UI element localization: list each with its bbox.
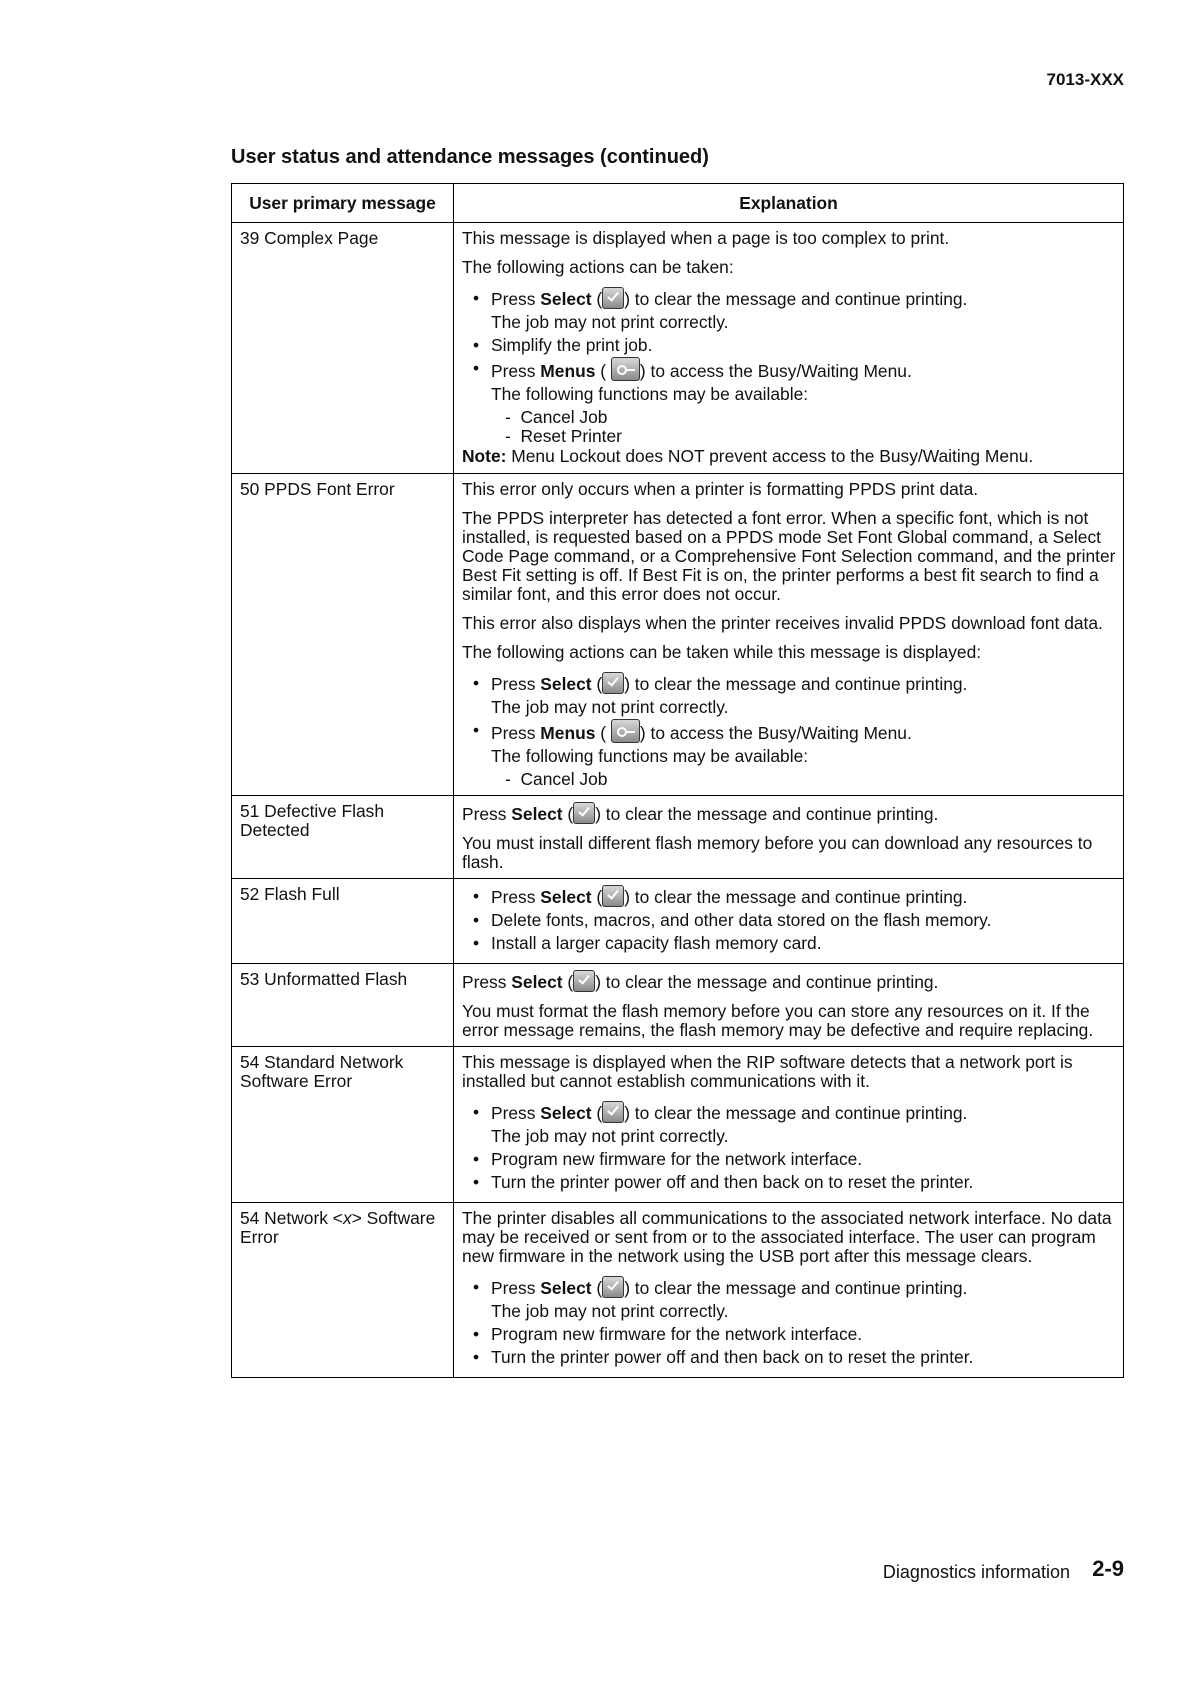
messages-table xyxy=(231,183,1124,1378)
list-item: • Program new firmware for the network interface. xyxy=(473,1148,1117,1171)
list-item: • Press Select ( ) to clear the message and continue printing. The job may not print correctly. xyxy=(473,672,1117,719)
message-cell: 50 PPDS Font Error xyxy=(232,474,454,796)
message-cell: 51 Defective Flash Detected xyxy=(232,796,454,879)
paragraph: The following actions can be taken: xyxy=(462,257,734,277)
action-list xyxy=(462,287,1117,406)
action-list xyxy=(462,885,1117,955)
list-item: • Delete fonts, macros, and other data stored on the flash memory. xyxy=(473,909,1117,932)
column-header-message: User primary message xyxy=(232,184,454,223)
table-row xyxy=(232,474,1124,796)
action-list xyxy=(462,672,1117,768)
list-item: • Turn the printer power off and then back on to reset the printer. xyxy=(473,1346,1117,1369)
explanation-cell xyxy=(454,474,1124,796)
list-item: • Install a larger capacity flash memory card. xyxy=(473,932,1117,955)
select-check-icon xyxy=(602,885,624,907)
function-list xyxy=(462,408,1117,446)
list-item: • Simplify the print job. xyxy=(473,334,1117,357)
list-item: • Press Select ( ) to clear the message and continue printing. xyxy=(473,885,1117,909)
menus-key-icon xyxy=(611,719,640,743)
section-title: User status and attendance messages (continued) xyxy=(231,146,709,168)
select-check-icon xyxy=(573,802,595,824)
page-number: 2-9 xyxy=(1092,1556,1124,1581)
list-item-continuation: The job may not print correctly. xyxy=(491,312,729,332)
table-row xyxy=(232,1203,1124,1378)
column-header-explanation: Explanation xyxy=(454,184,1124,223)
paragraph: You must format the flash memory before you can store any resources on it. If the error message remains, the flash memory may be defective and require replacing. xyxy=(462,1001,1094,1040)
table-row xyxy=(232,796,1124,879)
function-list xyxy=(462,770,1117,789)
list-item: - Cancel Job xyxy=(505,407,608,427)
table-row xyxy=(232,1047,1124,1203)
list-item: • Press Select ( ) to clear the message and continue printing. The job may not print correctly. xyxy=(473,1276,1117,1323)
explanation-cell xyxy=(454,796,1124,879)
list-item: • Program new firmware for the network interface. xyxy=(473,1323,1117,1346)
explanation-cell xyxy=(454,223,1124,474)
message-cell: 54 Network <x> Software Error xyxy=(232,1203,454,1378)
list-item-continuation: The job may not print correctly. xyxy=(491,1301,729,1321)
paragraph: You must install different flash memory before you can download any resources to flash. xyxy=(462,833,1093,872)
paragraph: Press Select ( ) to clear the message and continue printing. xyxy=(462,972,939,992)
paragraph: This error only occurs when a printer is formatting PPDS print data. xyxy=(462,479,979,499)
select-check-icon xyxy=(602,287,624,309)
list-item-continuation: The job may not print correctly. xyxy=(491,1126,729,1146)
list-item-continuation: The following functions may be available: xyxy=(491,384,809,404)
action-list xyxy=(462,1276,1117,1369)
menus-key-icon xyxy=(611,357,640,381)
explanation-cell xyxy=(454,879,1124,964)
select-check-icon xyxy=(573,970,595,992)
paragraph: The PPDS interpreter has detected a font error. When a specific font, which is not installed, is requested based on a PPDS mode Set Font Global command, a Select Code Page command, or a Comprehensive Font Selection command, and the printer Best Fit setting is off. If Best Fit is on, the printer performs a best fit search to find a similar font, and this error does not occur. xyxy=(462,508,1116,604)
select-check-icon xyxy=(602,1276,624,1298)
list-item: • Press Menus ( ) to access the Busy/Waiting Menu. The following functions may be available: xyxy=(473,719,1117,768)
message-cell: 53 Unformatted Flash xyxy=(232,964,454,1047)
select-check-icon xyxy=(602,1101,624,1123)
document-id: 7013-XXX xyxy=(1046,70,1124,89)
list-item: • Press Menus ( ) to access the Busy/Waiting Menu. The following functions may be available: xyxy=(473,357,1117,406)
table-header-row xyxy=(232,184,1124,223)
list-item: - Reset Printer xyxy=(505,426,622,446)
paragraph: This error also displays when the printer receives invalid PPDS download font data. xyxy=(462,613,1103,633)
list-item: • Turn the printer power off and then back on to reset the printer. xyxy=(473,1171,1117,1194)
select-check-icon xyxy=(602,672,624,694)
table-row xyxy=(232,879,1124,964)
paragraph: The printer disables all communications to the associated network interface. No data may be received or sent from or to the associated interface. The user can program new firmware in the network using the USB port after this message clears. xyxy=(462,1208,1112,1266)
message-cell: 52 Flash Full xyxy=(232,879,454,964)
paragraph: This message is displayed when a page is too complex to print. xyxy=(462,228,950,248)
list-item: • Press Select ( ) to clear the message and continue printing. The job may not print correctly. xyxy=(473,287,1117,334)
list-item-continuation: The job may not print correctly. xyxy=(491,697,729,717)
list-item: • Press Select ( ) to clear the message and continue printing. The job may not print correctly. xyxy=(473,1101,1117,1148)
footer-section-label: Diagnostics information xyxy=(882,1562,1070,1582)
paragraph: This message is displayed when the RIP software detects that a network port is installed but cannot establish communications with it. xyxy=(462,1052,1073,1091)
message-cell: 39 Complex Page xyxy=(232,223,454,474)
table-row xyxy=(232,223,1124,474)
action-list xyxy=(462,1101,1117,1194)
note: Note: Menu Lockout does NOT prevent access to the Busy/Waiting Menu. xyxy=(462,446,1034,466)
paragraph: Press Select ( ) to clear the message and continue printing. xyxy=(462,804,939,824)
explanation-cell xyxy=(454,1203,1124,1378)
message-cell: 54 Standard Network Software Error xyxy=(232,1047,454,1203)
table-row xyxy=(232,964,1124,1047)
list-item-continuation: The following functions may be available: xyxy=(491,746,809,766)
paragraph: The following actions can be taken while this message is displayed: xyxy=(462,642,982,662)
explanation-cell xyxy=(454,964,1124,1047)
explanation-cell xyxy=(454,1047,1124,1203)
list-item: - Cancel Job xyxy=(505,769,608,789)
